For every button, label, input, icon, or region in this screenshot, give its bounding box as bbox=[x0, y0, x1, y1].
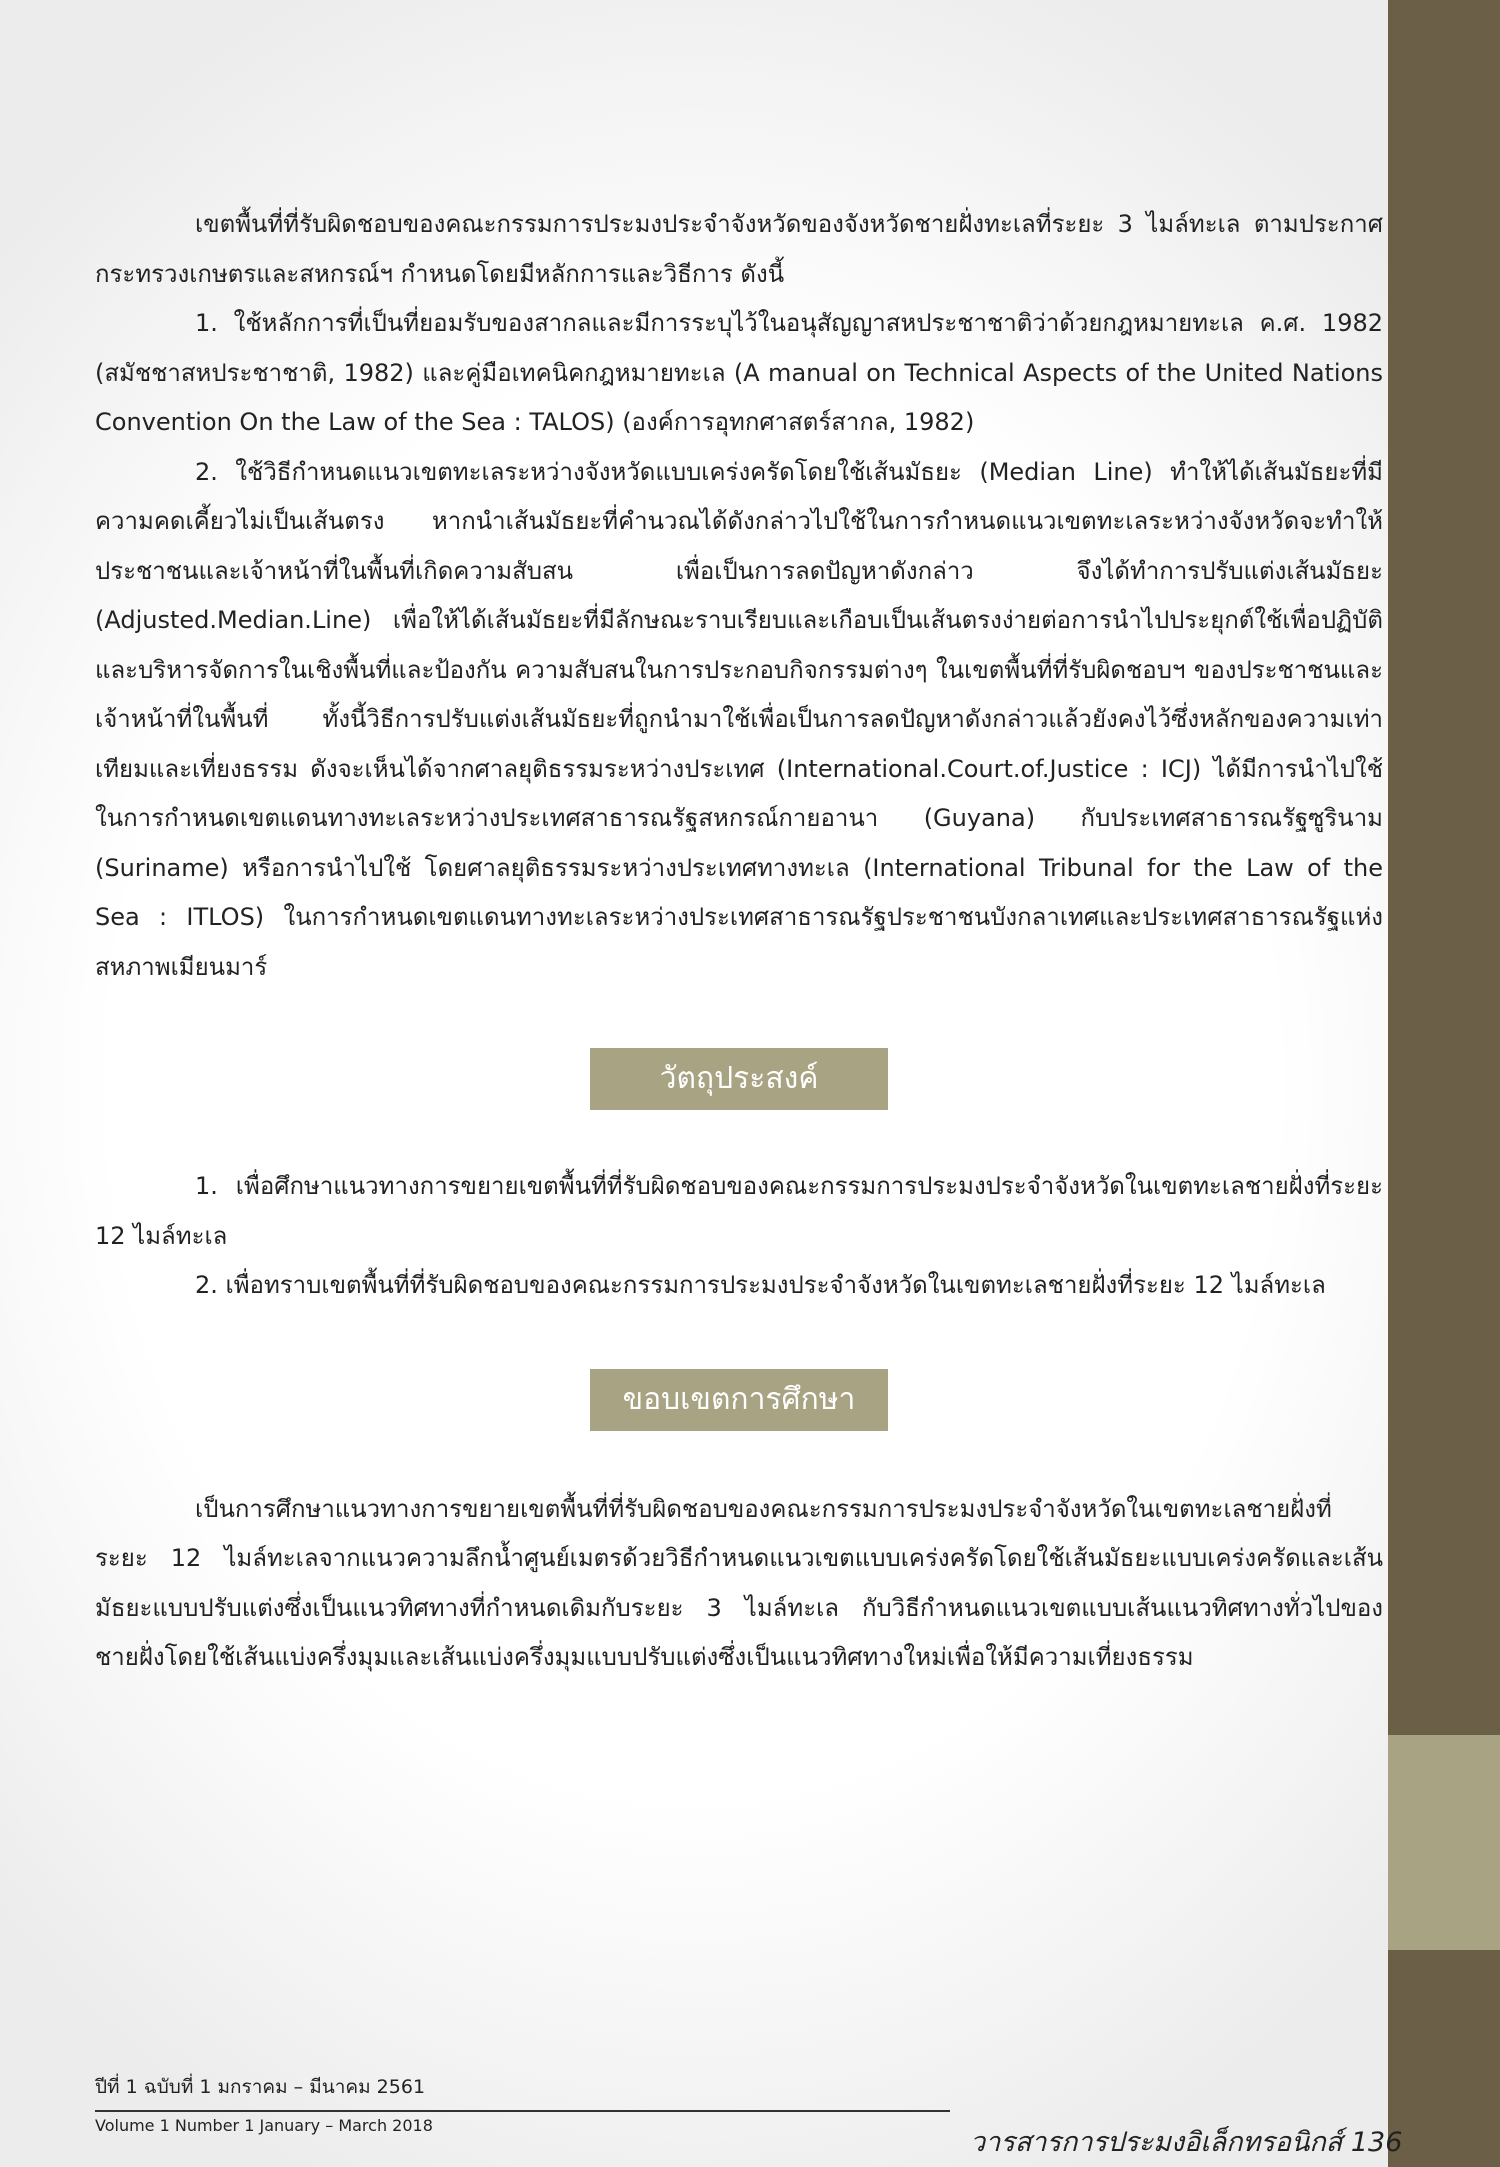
footer-issue-english: Volume 1 Number 1 January – March 2018 bbox=[95, 2116, 433, 2135]
footer-issue-thai: ปีที่ 1 ฉบับที่ 1 มกราคม – มีนาคม 2561 bbox=[95, 2076, 426, 2098]
journal-name: วารสารการประมงอิเล็กทรอนิกส์ bbox=[970, 2127, 1343, 2158]
objectives-heading: วัตถุประสงค์ bbox=[590, 1048, 888, 1110]
objective-item-1: 1. เพื่อศึกษาแนวทางการขยายเขตพื้นที่ที่รับผิดชอบของคณะกรรมการประมงประจำจังหวัดในเขตทะเลชายฝั่งที่ระยะ 12 ไมล์ทะเล bbox=[95, 1172, 1383, 1250]
journal-title bbox=[970, 2120, 1402, 2163]
scope-heading: ขอบเขตการศึกษา bbox=[590, 1369, 888, 1431]
paragraph-principle-2: 2. ใช้วิธีกำหนดแนวเขตทะเลระหว่างจังหวัดแบบเคร่งครัดโดยใช้เส้นมัธยะ (Median Line) ทำให้ได้เส้นมัธยะที่มีความคดเคี้ยวไม่เป็นเส้นตรง หากนำเส้นมัธยะที่คำนวณได้ดังกล่าวไปใช้ในการกำหนดแนวเขตทะเลระหว่างจังหวัดจะทำให้ประชาชนและเจ้าหน้าที่ในพื้นที่เกิดความสับสน เพื่อเป็นการลดปัญหาดังกล่าว จึงได้ทำการปรับแต่งเส้นมัธยะ (Adjusted.Median.Line) เพื่อให้ได้เส้นมัธยะที่มีลักษณะราบเรียบและเกือบเป็นเส้นตรงง่ายต่อการนำไปประยุกต์ใช้เพื่อปฏิบัติและบริหารจัดการในเชิงพื้นที่และป้องกัน ความสับสนในการประกอบกิจกรรมต่างๆ ในเขตพื้นที่ที่รับผิดชอบฯ ของประชาชนและเจ้าหน้าที่ในพื้นที่ ทั้งนี้วิธีการปรับแต่งเส้นมัธยะที่ถูกนำมาใช้เพื่อเป็นการลดปัญหาดังกล่าวแล้วยังคงไว้ซึ่งหลักของความเท่าเทียมและเที่ยงธรรม ดังจะเห็นได้จากศาลยุติธรรมระหว่างประเทศ (International.Court.of.Justice : ICJ) ได้มีการนำไปใช้ในการกำหนดเขตแดนทางทะเลระหว่างประเทศสาธารณรัฐสหกรณ์กายอานา (Guyana) กับประเทศสาธารณรัฐซูรินาม (Suriname) หรือการนำไปใช้ โดยศาลยุติธรรมระหว่างประเทศทางทะเล (International Tribunal for the Law of the Sea : ITLOS) ในการกำหนดเขตแดนทางทะเลระหว่างประเทศสาธารณรัฐประชาชนบังกลาเทศและประเทศสาธารณรัฐแห่งสหภาพเมียนมาร์ bbox=[95, 457, 1383, 981]
article-body bbox=[95, 200, 1383, 1683]
page-number: 136 bbox=[1350, 2127, 1403, 2158]
footer-divider bbox=[95, 2110, 950, 2112]
scope-paragraph: เป็นการศึกษาแนวทางการขยายเขตพื้นที่ที่รับผิดชอบของคณะกรรมการประมงประจำจังหวัดในเขตทะเลชายฝั่งที่ระยะ 12 ไมล์ทะเลจากแนวความลึกน้ำศูนย์เมตรด้วยวิธีกำหนดแนวเขตแบบเคร่งครัดโดยใช้เส้นมัธยะแบบเคร่งครัดและเส้นมัธยะแบบปรับแต่งซึ่งเป็นแนวทิศทางที่กำหนดเดิมกับระยะ 3 ไมล์ทะเล กับวิธีกำหนดแนวเขตแบบเส้นแนวทิศทางทั่วไปของชายฝั่งโดยใช้เส้นแบ่งครึ่งมุมและเส้นแบ่งครึ่งมุมแบบปรับแต่งซึ่งเป็นแนวทิศทางใหม่เพื่อให้มีความเที่ยงธรรม bbox=[95, 1494, 1383, 1671]
paragraph-principle-1: 1. ใช้หลักการที่เป็นที่ยอมรับของสากลและมีการระบุไว้ในอนุสัญญาสหประชาชาติว่าด้วยกฎหมายทะเล ค.ศ. 1982 (สมัชชาสหประชาชาติ, 1982) และคู่มือเทคนิคกฎหมายทะเล (A manual on Technical Aspects of the United Nations Convention On the Law of the Sea : TALOS) (องค์การอุทกศาสตร์สากล, 1982) bbox=[95, 309, 1383, 436]
paragraph-intro: เขตพื้นที่ที่รับผิดชอบของคณะกรรมการประมงประจำจังหวัดของจังหวัดชายฝั่งทะเลที่ระยะ 3 ไมล์ทะเล ตามประกาศกระทรวงเกษตรและสหกรณ์ฯ กำหนดโดยมีหลักการและวิธีการ ดังนี้ bbox=[95, 210, 1383, 288]
objective-item-2: 2. เพื่อทราบเขตพื้นที่ที่รับผิดชอบของคณะกรรมการประมงประจำจังหวัดในเขตทะเลชายฝั่งที่ระยะ 12 ไมล์ทะเล bbox=[195, 1271, 1326, 1299]
side-bar-accent bbox=[1388, 1735, 1500, 1950]
